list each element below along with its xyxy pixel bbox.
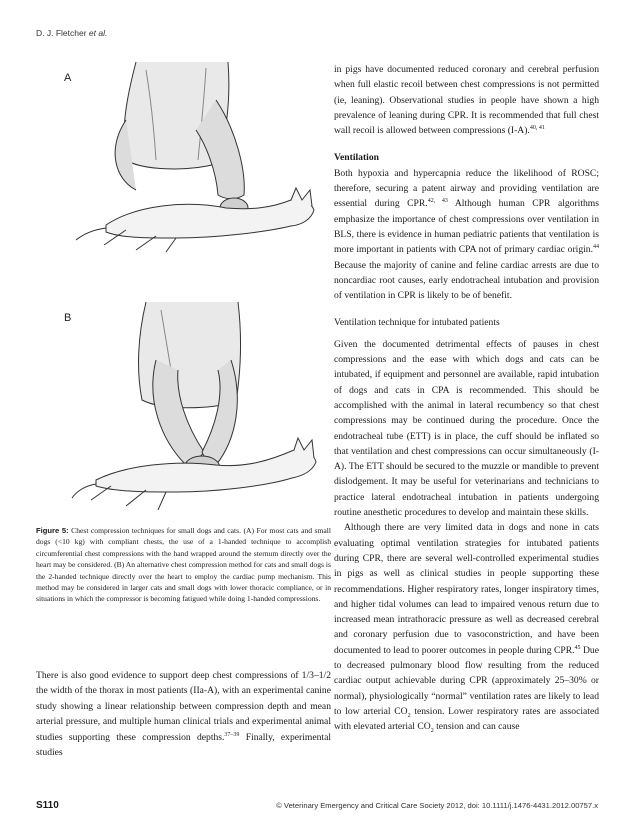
right-paragraph-4c: tension. Lower respiratory rates are associated with elevated arterial CO [334,705,599,733]
figure-panel-a-illustration [66,60,326,255]
figure-caption-label: Figure 5: [36,526,69,535]
running-head [36,28,107,38]
right-paragraph-4b: Due to decreased pulmonary blood flow resulting from the reduced cardiac output achievable during CPR (approximately 25–30% or normal), physiologically “normal” ventilation rates are likely to lead to low arterial CO [334,644,599,717]
section-heading-ventilation: Ventilation [334,152,379,164]
right-paragraph-2b: Although human CPR algorithms emphasize the importance of chest compressions over ventilation in BLS, there is evidence in human pediatric patients that ventilation is more important in patients with CPA not of primary cardiac origin. [334,198,599,256]
right-paragraph-3: Given the documented detrimental effects of pauses in chest compressions and the ease with which dogs and cats can be intubated, if equipment and personnel are available, rapid intubation of dogs and cats in CPA is recommended. This should be accomplished with the animal in lateral recumbency so that chest compressions may be continued during the procedure. Once the endotracheal tube (ETT) is in place, the cuff should be inflated so that ventilation and chest compressions can occur simultaneously (I-A). The ETT should be secured to the muzzle or mandible to prevent dislodgement. It may be useful for veterinarians and technicians to practice lateral endotracheal intubation in patients undergoing routine anesthetic procedures to develop and maintain these skills. [334,338,599,519]
figure-panel-a-label: A [64,72,72,84]
right-paragraph-2a-ref: 42, 43 [427,198,448,205]
left-paragraph-1-tail: Finally, experimental studies [36,731,331,759]
right-paragraph-2 [334,166,599,304]
figure-5 [36,60,326,520]
right-paragraph-4a: Although there are very limited data in dogs and none in cats evaluating optimal ventilation strategies for intubated patients during CPR, there are several well-controlled experimental studies in pigs as well as clinical studies in people supporting these recommendations. Higher respiratory rates, longer inspiratory times, and higher tidal volumes can lead to impaired venous return due to increased mean intrathoracic pressure as well as decreased cerebral and coronary perfusion due to vasoconstriction, and have been documented to lead to poorer outcomes in people during CPR. [334,522,599,656]
right-paragraph-4a-ref: 45 [574,644,581,651]
right-column-body [334,62,599,734]
subsection-heading-intubated: Ventilation technique for intubated patients [334,317,500,329]
right-paragraph-1-ref: 40, 41 [529,125,545,131]
figure-caption [36,525,331,605]
right-paragraph-4b-sub: 2 [407,712,411,719]
page-number: S110 [36,800,59,811]
figure-caption-text: Chest compression techniques for small dogs and cats. (A) For most cats and small dogs (<10 kg) with compliant chests, the use of a 1-handed technique to accomplish circumferential chest compressions with the hand wrapped around the sternum directly over the heart may be considered. (B) An alternative chest compression method for cats and small dogs is the 2-handed technique directly over the heart to employ the cardiac pump mechanism. This method may be considered in larger cats and small dogs with lower thoracic compliance, or in situations in which the compressor is becoming fatigued while doing 1-handed compressions. [36,526,331,604]
right-paragraph-2a: Both hypoxia and hypercapnia reduce the likelihood of ROSC; therefore, securing a patent airway and providing ventilation are essential during CPR. [334,167,599,210]
running-head-etal: et al. [88,28,108,38]
left-column-body [36,668,331,760]
right-paragraph-4d: tension and can cause [433,721,520,733]
right-paragraph-4c-sub: 2 [430,728,434,735]
footer-copyright: © Veterinary Emergency and Critical Care Society 2012, doi: 10.1111/j.1476-4431.2012.00757.x [276,801,598,810]
right-paragraph-1-text: in pigs have documented reduced coronary and cerebral perfusion when full elastic recoil between chest compressions is not permitted (ie, leaning). Observational studies in people have shown a high prevalence of leaning during CPR. It is recommended that full chest wall recoil is allowed between compressions (I-A). [334,64,599,137]
left-paragraph-1-ref: 37–39 [224,731,240,738]
right-paragraph-4 [334,520,599,734]
running-head-author: D. J. Fletcher [36,28,87,38]
right-paragraph-1 [334,62,599,138]
right-paragraph-2c: Because the majority of canine and feline cardiac arrests are due to noncardiac root causes, early endotracheal intubation and provision of ventilation in CPR is likely to be of benefit. [334,259,599,302]
figure-panel-b-label: B [64,312,72,324]
figure-panel-b-illustration [66,300,326,515]
left-paragraph-1: There is also good evidence to support deep chest compressions of 1/3–1/2 the width of the thorax in most patients (IIa-A), with an experimental canine study showing a linear relationship between compression depth and mean arterial pressure, and multiple human clinical trials and experimental animal studies supporting these compression depths. [36,670,331,743]
right-paragraph-2b-ref: 44 [593,244,599,251]
